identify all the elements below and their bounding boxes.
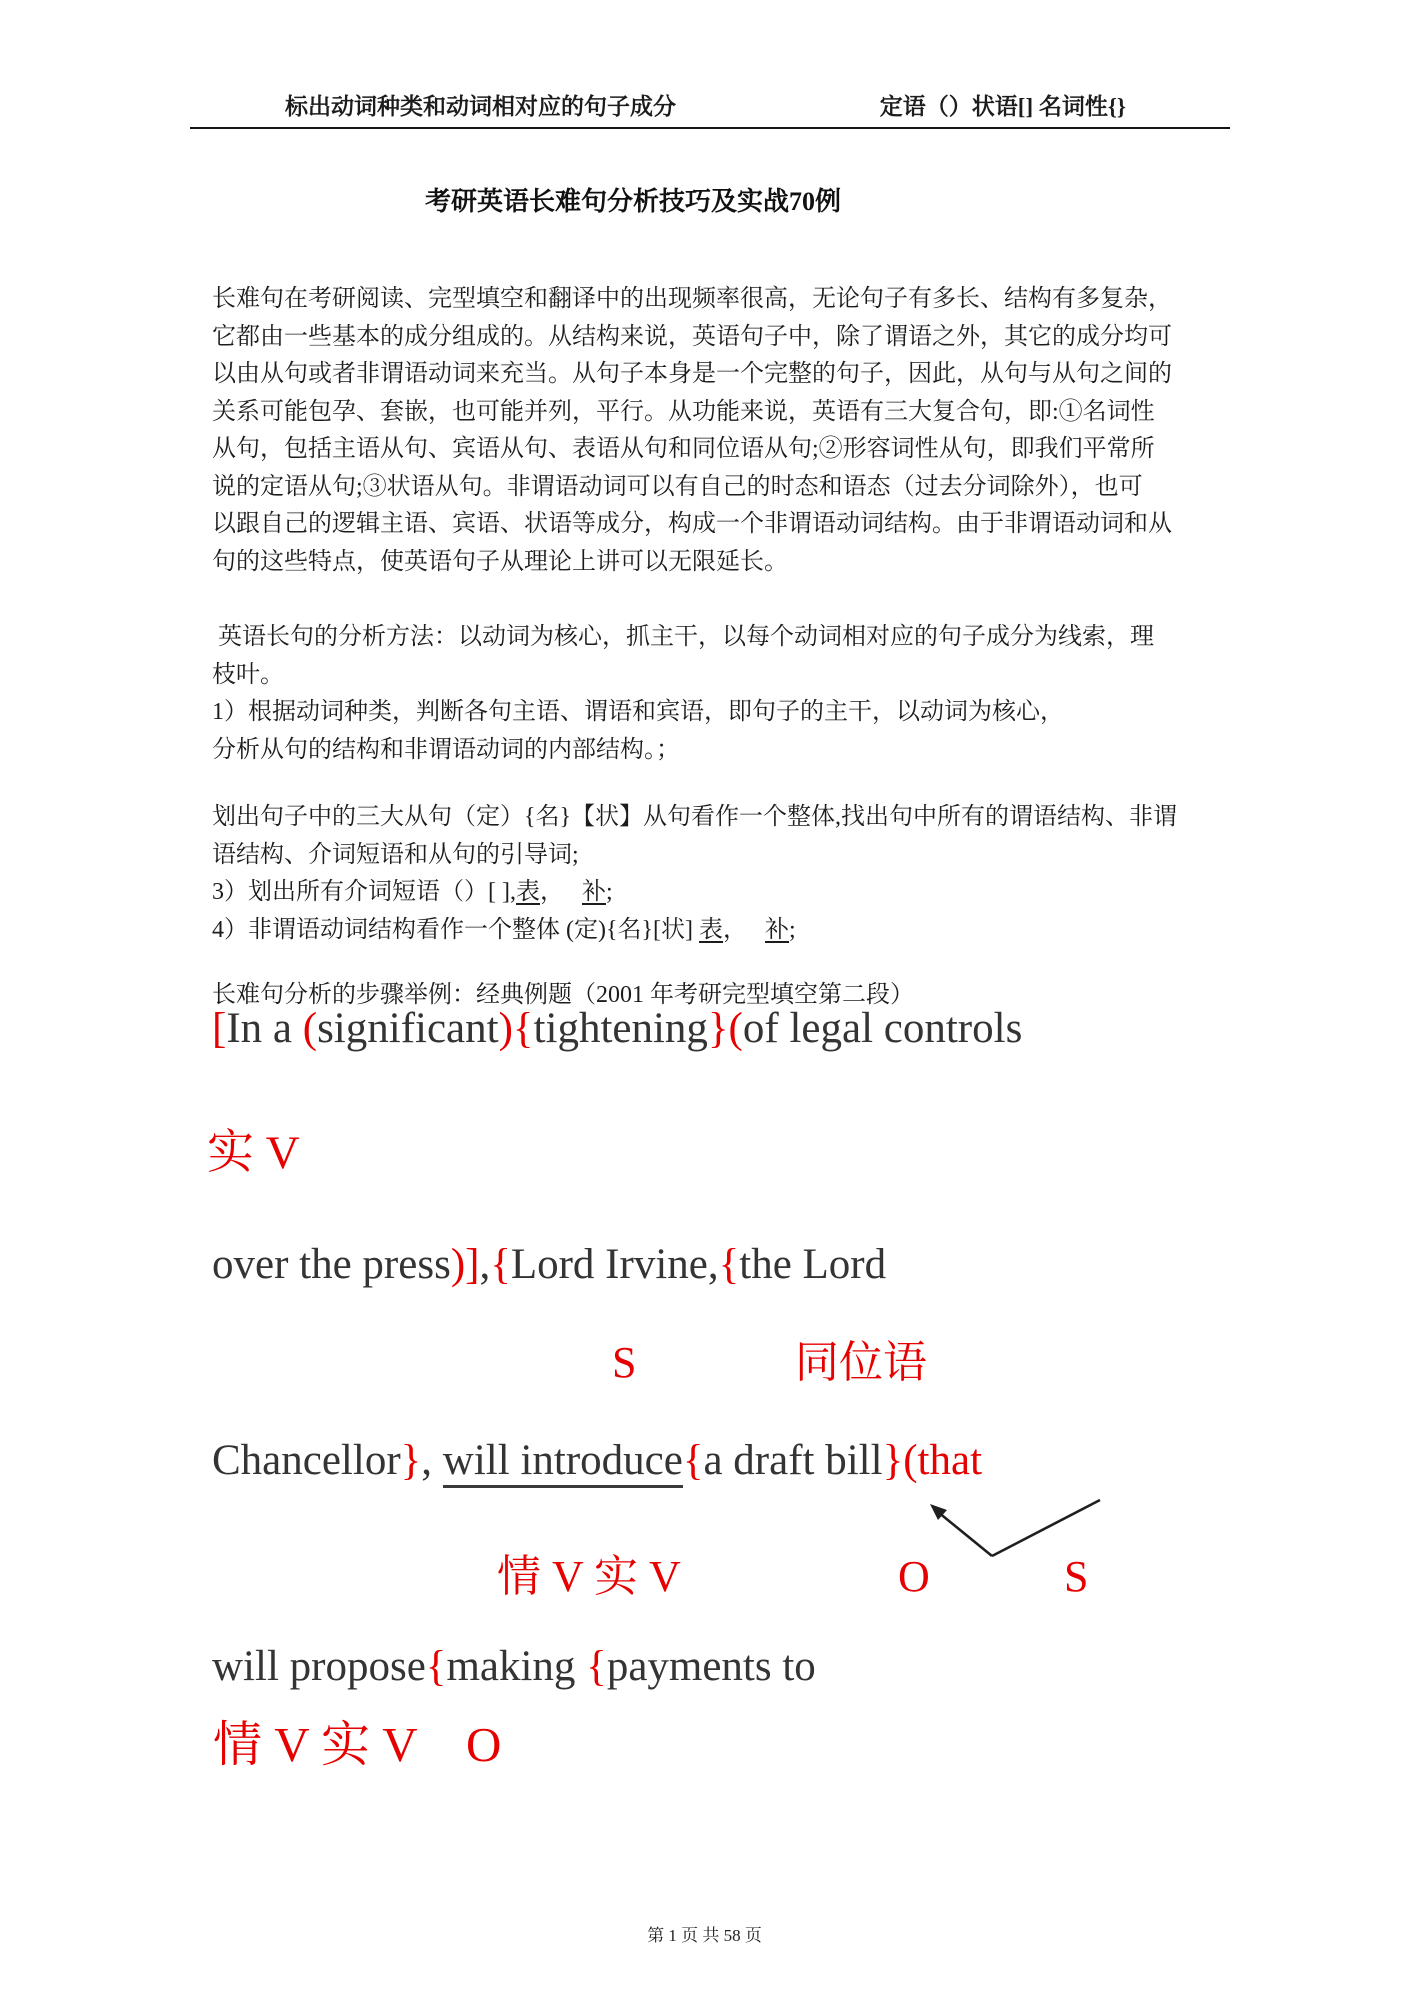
annotation-object: O bbox=[898, 1552, 930, 1601]
underlined-verb-phrase: will introduce bbox=[443, 1437, 683, 1488]
intro-paragraph bbox=[212, 281, 1197, 581]
method-line: 分析从句的结构和非谓语动词的内部结构。； bbox=[212, 736, 680, 763]
bracket-mark: }( bbox=[707, 1005, 743, 1052]
bracket-mark: [ bbox=[212, 1005, 227, 1052]
annotation-shi-v: 实 V bbox=[207, 1127, 300, 1179]
underlined-term: 补 bbox=[765, 916, 790, 943]
intro-line: 以跟自己的逻辑主语、宾语、状语等成分，构成一个非谓语动词结构。由于非谓语动词和从 bbox=[212, 511, 1172, 537]
sentence-text: Lord Irvine, bbox=[510, 1241, 719, 1288]
underlined-term: 补 bbox=[581, 879, 606, 905]
steps-line-1: 划出句子中的三大从句（定）{名}【状】从句看作一个整体,找出句中所有的谓语结构、非谓 bbox=[212, 804, 1178, 830]
sentence-line-2 bbox=[212, 1236, 886, 1294]
steps-line-3 bbox=[212, 874, 1197, 912]
sentence-line-1 bbox=[212, 1000, 1022, 1058]
steps-line-3-text: 3）划出所有介词短语（）[ ], bbox=[212, 879, 516, 905]
underlined-term: 表 bbox=[699, 916, 724, 943]
sentence-text: , bbox=[479, 1241, 491, 1288]
sentence-line-4 bbox=[212, 1638, 816, 1696]
steps-line-4 bbox=[212, 912, 1197, 950]
example-label-text: 长难句分析的步骤举例：经典例题（2001 年考研完型填空第二段） bbox=[212, 982, 914, 1008]
page-header bbox=[190, 94, 1230, 129]
sentence-text: payments to bbox=[606, 1643, 816, 1690]
bracket-mark: ( bbox=[302, 1005, 318, 1052]
bracket-mark: { bbox=[425, 1643, 447, 1690]
sentence-text: tightening bbox=[533, 1005, 708, 1052]
bracket-mark: { bbox=[718, 1241, 740, 1288]
sentence-text: Chancellor bbox=[212, 1437, 401, 1484]
underlined-term: 表 bbox=[515, 879, 540, 905]
steps-line-4-sep: ， bbox=[723, 916, 766, 943]
intro-line: 以由从句或者非谓语动词来充当。从句子本身是一个完整的句子，因此，从句与从句之间的 bbox=[212, 361, 1172, 387]
header-right-legend: 定语（）状语[] 名词性{} bbox=[879, 94, 1126, 119]
sentence-text: significant bbox=[317, 1005, 499, 1052]
sentence-text: making bbox=[446, 1643, 587, 1690]
steps-paragraph bbox=[212, 799, 1197, 949]
intro-line: 它都由一些基本的成分组成的。从结构来说，英语句子中，除了谓语之外，其它的成分均可 bbox=[212, 323, 1172, 350]
bracket-mark: } bbox=[882, 1437, 904, 1484]
bracket-mark: { bbox=[682, 1437, 704, 1484]
sentence-text: In a bbox=[226, 1005, 303, 1052]
steps-line-4-end: ; bbox=[789, 916, 796, 943]
intro-line: 句的这些特点，使英语句子从理论上讲可以无限延长。 bbox=[212, 548, 788, 575]
method-line: 1）根据动词种类，判断各句主语、谓语和宾语，即句子的主干，以动词为核心， bbox=[212, 699, 1064, 725]
annotation-apposition: 同位语 bbox=[795, 1338, 927, 1387]
sentence-text: , bbox=[421, 1437, 443, 1484]
bracket-mark: )] bbox=[450, 1241, 480, 1288]
bracket-mark: } bbox=[400, 1437, 422, 1484]
intro-line: 从句，包括主语从句、宾语从句、表语从句和同位语从句;②形容词性从句，即我们平常所 bbox=[212, 436, 1155, 462]
intro-line: 说的定语从句;③状语从句。非谓语动词可以有自己的时态和语态（过去分词除外），也可 bbox=[212, 473, 1143, 500]
annotation-subject: S bbox=[1064, 1552, 1089, 1601]
page-number: 第 1 页 共 58 页 bbox=[647, 1926, 762, 1945]
steps-line-3-sep: ， bbox=[539, 879, 582, 905]
steps-line-2: 语结构、介词短语和从句的引导词; bbox=[212, 841, 579, 868]
method-line: 英语长句的分析方法：以动词为核心，抓主干，以每个动词相对应的句子成分为线索，理 bbox=[212, 624, 1154, 650]
annotation-verbs: 情 V 实 V bbox=[497, 1552, 681, 1601]
sentence-text: will propose bbox=[212, 1643, 426, 1690]
bracket-mark: ){ bbox=[498, 1005, 534, 1052]
bracket-mark: { bbox=[586, 1643, 607, 1690]
annotation-verbs: 情 V 实 V bbox=[213, 1717, 418, 1772]
sentence-text: a draft bill bbox=[703, 1437, 883, 1484]
intro-line: 关系可能包孕、套嵌，也可能并列，平行。从功能来说，英语有三大复合句，即:①名词性 bbox=[212, 398, 1155, 425]
annotation-subject: S bbox=[612, 1338, 637, 1387]
sentence-text: over the press bbox=[212, 1241, 451, 1288]
sentence-text: of legal controls bbox=[742, 1005, 1023, 1052]
intro-line: 长难句在考研阅读、完型填空和翻译中的出现频率很高，无论句子有多长、结构有多复杂， bbox=[212, 286, 1172, 312]
page-title: 考研英语长难句分析技巧及实战70例 bbox=[425, 187, 842, 216]
bracket-mark: { bbox=[490, 1241, 511, 1288]
header-left-text: 标出动词种类和动词相对应的句子成分 bbox=[285, 94, 676, 119]
sentence-text: the Lord bbox=[739, 1241, 887, 1288]
steps-line-4-text: 4）非谓语动词结构看作一个整体 (定){名}[状] bbox=[212, 916, 700, 943]
annotation-object: O bbox=[466, 1717, 502, 1772]
relative-pronoun: (that bbox=[903, 1437, 983, 1484]
method-paragraph bbox=[212, 619, 1197, 769]
method-line: 枝叶。 bbox=[212, 661, 284, 688]
sentence-line-3 bbox=[212, 1432, 982, 1490]
steps-line-3-end: ; bbox=[605, 879, 613, 905]
